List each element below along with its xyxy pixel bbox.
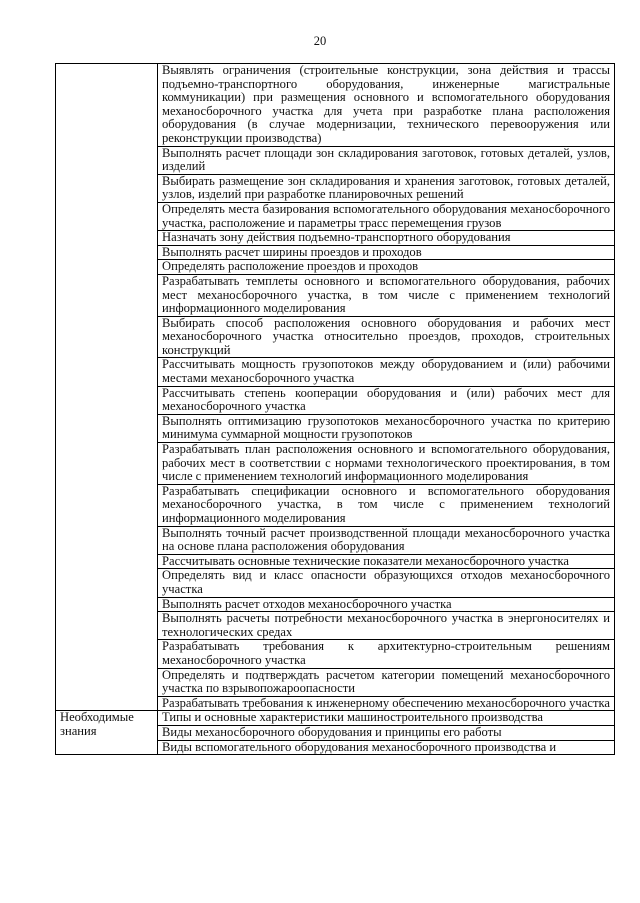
table-cell: Выполнять расчеты потребности механосборочного участка в энергоносителях и технологических средах <box>158 612 615 640</box>
section-label-cell <box>56 64 158 711</box>
table-cell: Назначать зону действия подъемно-транспортного оборудования <box>158 231 615 246</box>
table-cell: Разрабатывать темплеты основного и вспомогательного оборудования, рабочих мест механосборочного участка, в том числе с применением технологий информационного моделирования <box>158 274 615 316</box>
table-cell: Разрабатывать требования к инженерному обеспечению механосборочного участка <box>158 696 615 711</box>
table-cell: Рассчитывать основные технические показатели механосборочного участка <box>158 554 615 569</box>
table-cell: Определять расположение проездов и проходов <box>158 260 615 275</box>
table-cell: Разрабатывать план расположения основного и вспомогательного оборудования, рабочих мест в соответствии с нормами технологического проектирования, в том числе с применением технологий информационного моделирования <box>158 443 615 485</box>
page-number: 20 <box>313 34 327 48</box>
table-row <box>56 64 615 147</box>
table-cell: Выбирать способ расположения основного оборудования и рабочих мест механосборочного участка относительно проездов, проходов, строительных конструкций <box>158 316 615 358</box>
table-cell: Типы и основные характеристики машиностроительного производства <box>158 711 615 726</box>
table-cell: Разрабатывать спецификации основного и вспомогательного оборудования механосборочного участка, в том числе с применением технологий информационного моделирования <box>158 484 615 526</box>
table-cell: Выполнять расчет ширины проездов и проходов <box>158 245 615 260</box>
table-cell: Выполнять точный расчет производственной площади механосборочного участка на основе плана расположения оборудования <box>158 526 615 554</box>
requirements-table <box>55 63 615 755</box>
table-cell: Виды механосборочного оборудования и принципы его работы <box>158 725 615 740</box>
table-cell: Выполнять расчет отходов механосборочного участка <box>158 597 615 612</box>
table-row <box>56 711 615 726</box>
table-cell: Определять места базирования вспомогательного оборудования механосборочного участка, расположение и параметры трасс перемещения грузов <box>158 202 615 230</box>
table-cell: Разрабатывать требования к архитектурно-строительным решениям механосборочного участка <box>158 640 615 668</box>
table-cell: Выполнять расчет площади зон складирования заготовок, готовых деталей, узлов, изделий <box>158 146 615 174</box>
table-cell: Выявлять ограничения (строительные конструкции, зона действия и трассы подъемно-транспортного оборудования, инженерные магистральные коммуникации) при размещения основного и вспомогательного оборудования механосборочного участка для учета при разработке плана расположения оборудования (в случае модернизации, технического перевооружения или реконструкции производства) <box>158 64 615 147</box>
table-cell: Виды вспомогательного оборудования механосборочного производства и <box>158 740 615 755</box>
table-cell: Выполнять оптимизацию грузопотоков механосборочного участка по критерию минимума суммарной мощности грузопотоков <box>158 414 615 442</box>
section-label-cell: Необходимые знания <box>56 711 158 755</box>
table-cell: Рассчитывать степень кооперации оборудования и (или) рабочих мест для механосборочного участка <box>158 386 615 414</box>
table-cell: Выбирать размещение зон складирования и хранения заготовок, готовых деталей, узлов, изделий при разработке планировочных решений <box>158 174 615 202</box>
table-cell: Рассчитывать мощность грузопотоков между оборудованием и (или) рабочими местами механосборочного участка <box>158 358 615 386</box>
table-cell: Определять и подтверждать расчетом категории помещений механосборочного участка по взрывопожароопасности <box>158 668 615 696</box>
table-cell: Определять вид и класс опасности образующихся отходов механосборочного участка <box>158 569 615 597</box>
